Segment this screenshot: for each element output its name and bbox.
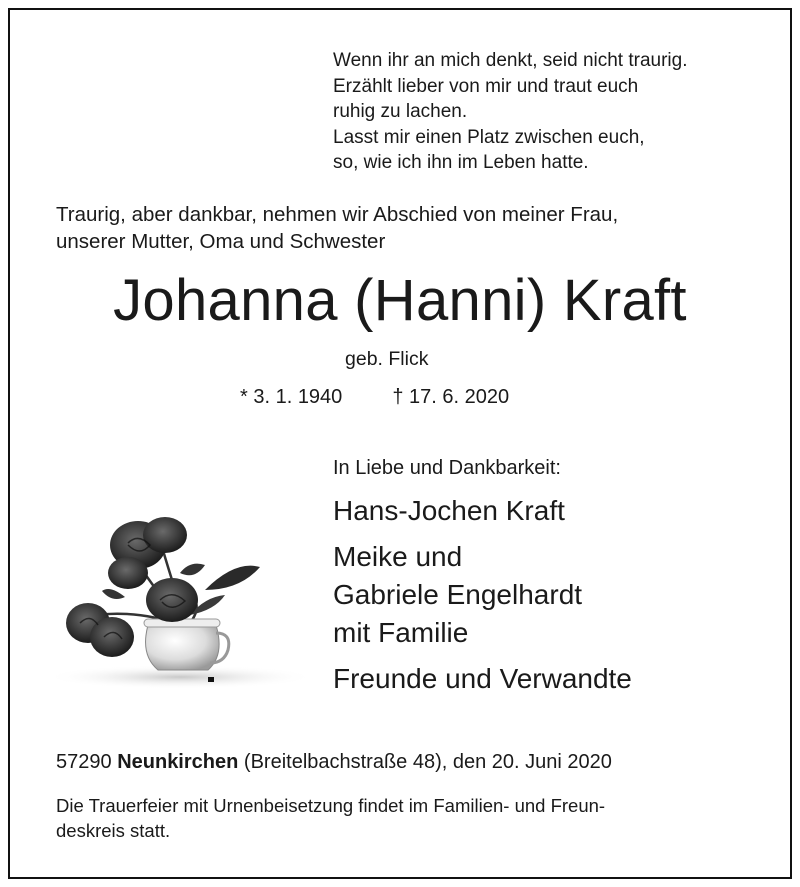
mourner-name: Freunde und Verwandte: [333, 663, 632, 694]
life-dates: [240, 386, 509, 409]
intro-line: Traurig, aber dankbar, nehmen wir Abschied von meiner Frau,: [56, 203, 619, 226]
birth-date: * 3. 1. 1940: [240, 386, 343, 408]
poem-line: Lasst mir einen Platz zwischen euch,: [333, 126, 645, 148]
note-line: deskreis statt.: [56, 820, 171, 841]
poem-line: Erzählt lieber von mir und traut euch: [333, 75, 639, 97]
note-line: Die Trauerfeier mit Urnenbeisetzung findet im Familien- und Freun-: [56, 795, 606, 816]
poem-line: Wenn ihr an mich denkt, seid nicht traurig.: [333, 50, 688, 71]
mourners-list: [333, 492, 632, 698]
mourner-name: Gabriele Engelhardt: [333, 579, 583, 610]
city: Neunkirchen: [117, 751, 239, 773]
roses-in-vase-icon: [40, 505, 315, 700]
mourner-name: mit Familie: [333, 617, 469, 648]
death-date: † 17. 6. 2020: [392, 386, 510, 408]
funeral-note: [56, 793, 756, 843]
mourner-name: Hans-Jochen Kraft: [333, 495, 565, 526]
poem: [333, 48, 688, 176]
street-date: (Breitelbachstraße 48), den 20. Juni 2020: [243, 751, 612, 773]
deceased-name: Johanna (Hanni) Kraft: [113, 268, 687, 333]
mourner-name: Meike und: [333, 541, 463, 572]
poem-line: ruhig zu lachen.: [333, 101, 468, 122]
postal-code: 57290: [56, 751, 112, 773]
maiden-name: geb. Flick: [345, 348, 429, 370]
intro-text: [56, 201, 618, 255]
address-line: [56, 751, 612, 774]
poem-line: so, wie ich ihn im Leben hatte.: [333, 152, 589, 173]
mourners-label: In Liebe und Dankbarkeit:: [333, 457, 561, 479]
intro-line: unserer Mutter, Oma und Schwester: [56, 230, 386, 253]
